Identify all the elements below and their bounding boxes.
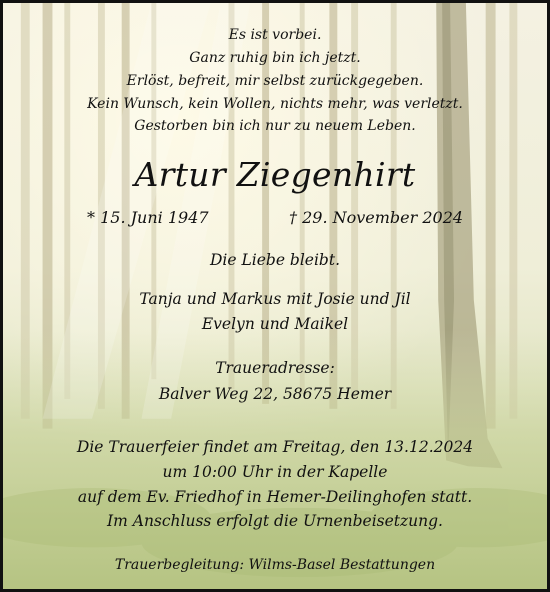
service-line: Im Anschluss erfolgt die Urnenbeisetzung. — [107, 512, 443, 530]
mourner-line: Tanja und Markus mit Josie und Jil — [139, 290, 411, 308]
obituary-text — [3, 3, 547, 589]
service-line: Die Trauerfeier findet am Freitag, den 13.12.2024 — [76, 438, 474, 456]
poem-line: Es ist vorbei. — [228, 27, 322, 43]
service-line: um 10:00 Uhr in der Kapelle — [162, 463, 388, 481]
address-label: Traueradresse: — [215, 359, 335, 377]
service-line: auf dem Ev. Friedhof in Hemer-Deilinghofen statt. — [77, 488, 473, 506]
mourner-line: Evelyn und Maikel — [201, 315, 349, 333]
address: Balver Weg 22, 58675 Hemer — [158, 385, 392, 403]
undertaker: Trauerbegleitung: Wilms-Basel Bestattungen — [114, 557, 436, 573]
deceased-name: Artur Ziegenhirt — [134, 155, 416, 194]
motto: Die Liebe bleibt. — [209, 251, 341, 269]
birth-date: * 15. Juni 1947 — [87, 208, 209, 227]
poem-line: Erlöst, befreit, mir selbst zurückgegeben. — [126, 73, 424, 89]
poem-line: Ganz ruhig bin ich jetzt. — [189, 50, 361, 66]
death-date: † 29. November 2024 — [289, 208, 464, 227]
poem-line: Kein Wunsch, kein Wollen, nichts mehr, was verletzt. — [87, 96, 463, 112]
poem-line: Gestorben bin ich nur zu neuem Leben. — [134, 118, 416, 134]
